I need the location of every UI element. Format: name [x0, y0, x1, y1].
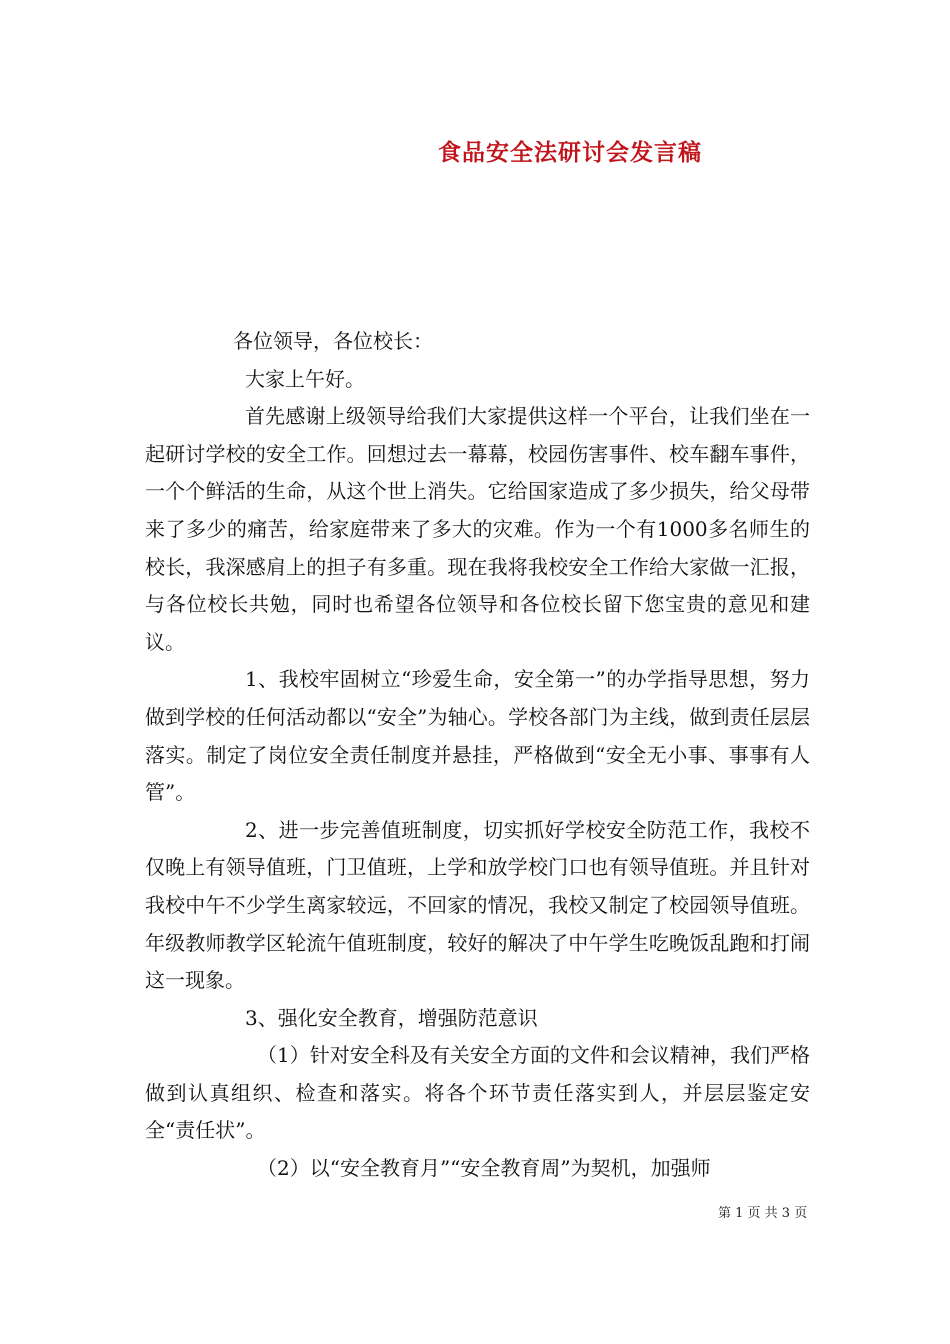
greeting: 大家上午好。 — [245, 366, 365, 391]
paragraph-subitem-2: （2）以“安全教育月”“安全教育周”为契机，加强师 — [257, 1156, 711, 1181]
paragraph-intro: 首先感谢上级领导给我们大家提供这样一个平台，让我们坐在一起研讨学校的安全工作。回想过去一幕幕，校园伤害事件、校车翻车事件，一个个鲜活的生命，从这个世上消失。它给国家造成了多少损失，给父母带来了多少的痛苦，给家庭带来了多大的灾难。作为一个有1000多名师生的校长，我深感肩上的担子有多重。现在我将我校安全工作给大家做一汇报，与各位校长共勉，同时也希望各位领导和各位校长留下您宝贵的意见和建议。 — [145, 404, 810, 654]
document-body — [145, 323, 810, 1188]
document-title: 食品安全法研讨会发言稿 — [438, 139, 702, 166]
paragraph-item-2: 2、进一步完善值班制度，切实抓好学校安全防范工作，我校不仅晚上有领导值班，门卫值班，上学和放学校门口也有领导值班。并且针对我校中午不少学生离家较远，不回家的情况，我校又制定了校园领导值班。年级教师教学区轮流午值班制度，较好的解决了中午学生吃晚饭乱跑和打闹这一现象。 — [145, 817, 810, 993]
paragraph-item-3-heading: 3、强化安全教育，增强防范意识 — [245, 1005, 538, 1030]
paragraph-subitem-1: （1）针对安全科及有关安全方面的文件和会议精神，我们严格做到认真组织、检查和落实。将各个环节责任落实到人，并层层鉴定安全“责任状”。 — [145, 1043, 810, 1143]
salutation: 各位领导，各位校长： — [233, 329, 433, 353]
page-number-footer: 第 1 页 共 3 页 — [718, 1206, 808, 1221]
paragraph-item-1: 1、我校牢固树立“珍爱生命，安全第一”的办学指导思想，努力做到学校的任何活动都以“安全”为轴心。学校各部门为主线，做到责任层层落实。制定了岗位安全责任制度并悬挂，严格做到“安全无小事、事事有人管”。 — [145, 667, 810, 805]
